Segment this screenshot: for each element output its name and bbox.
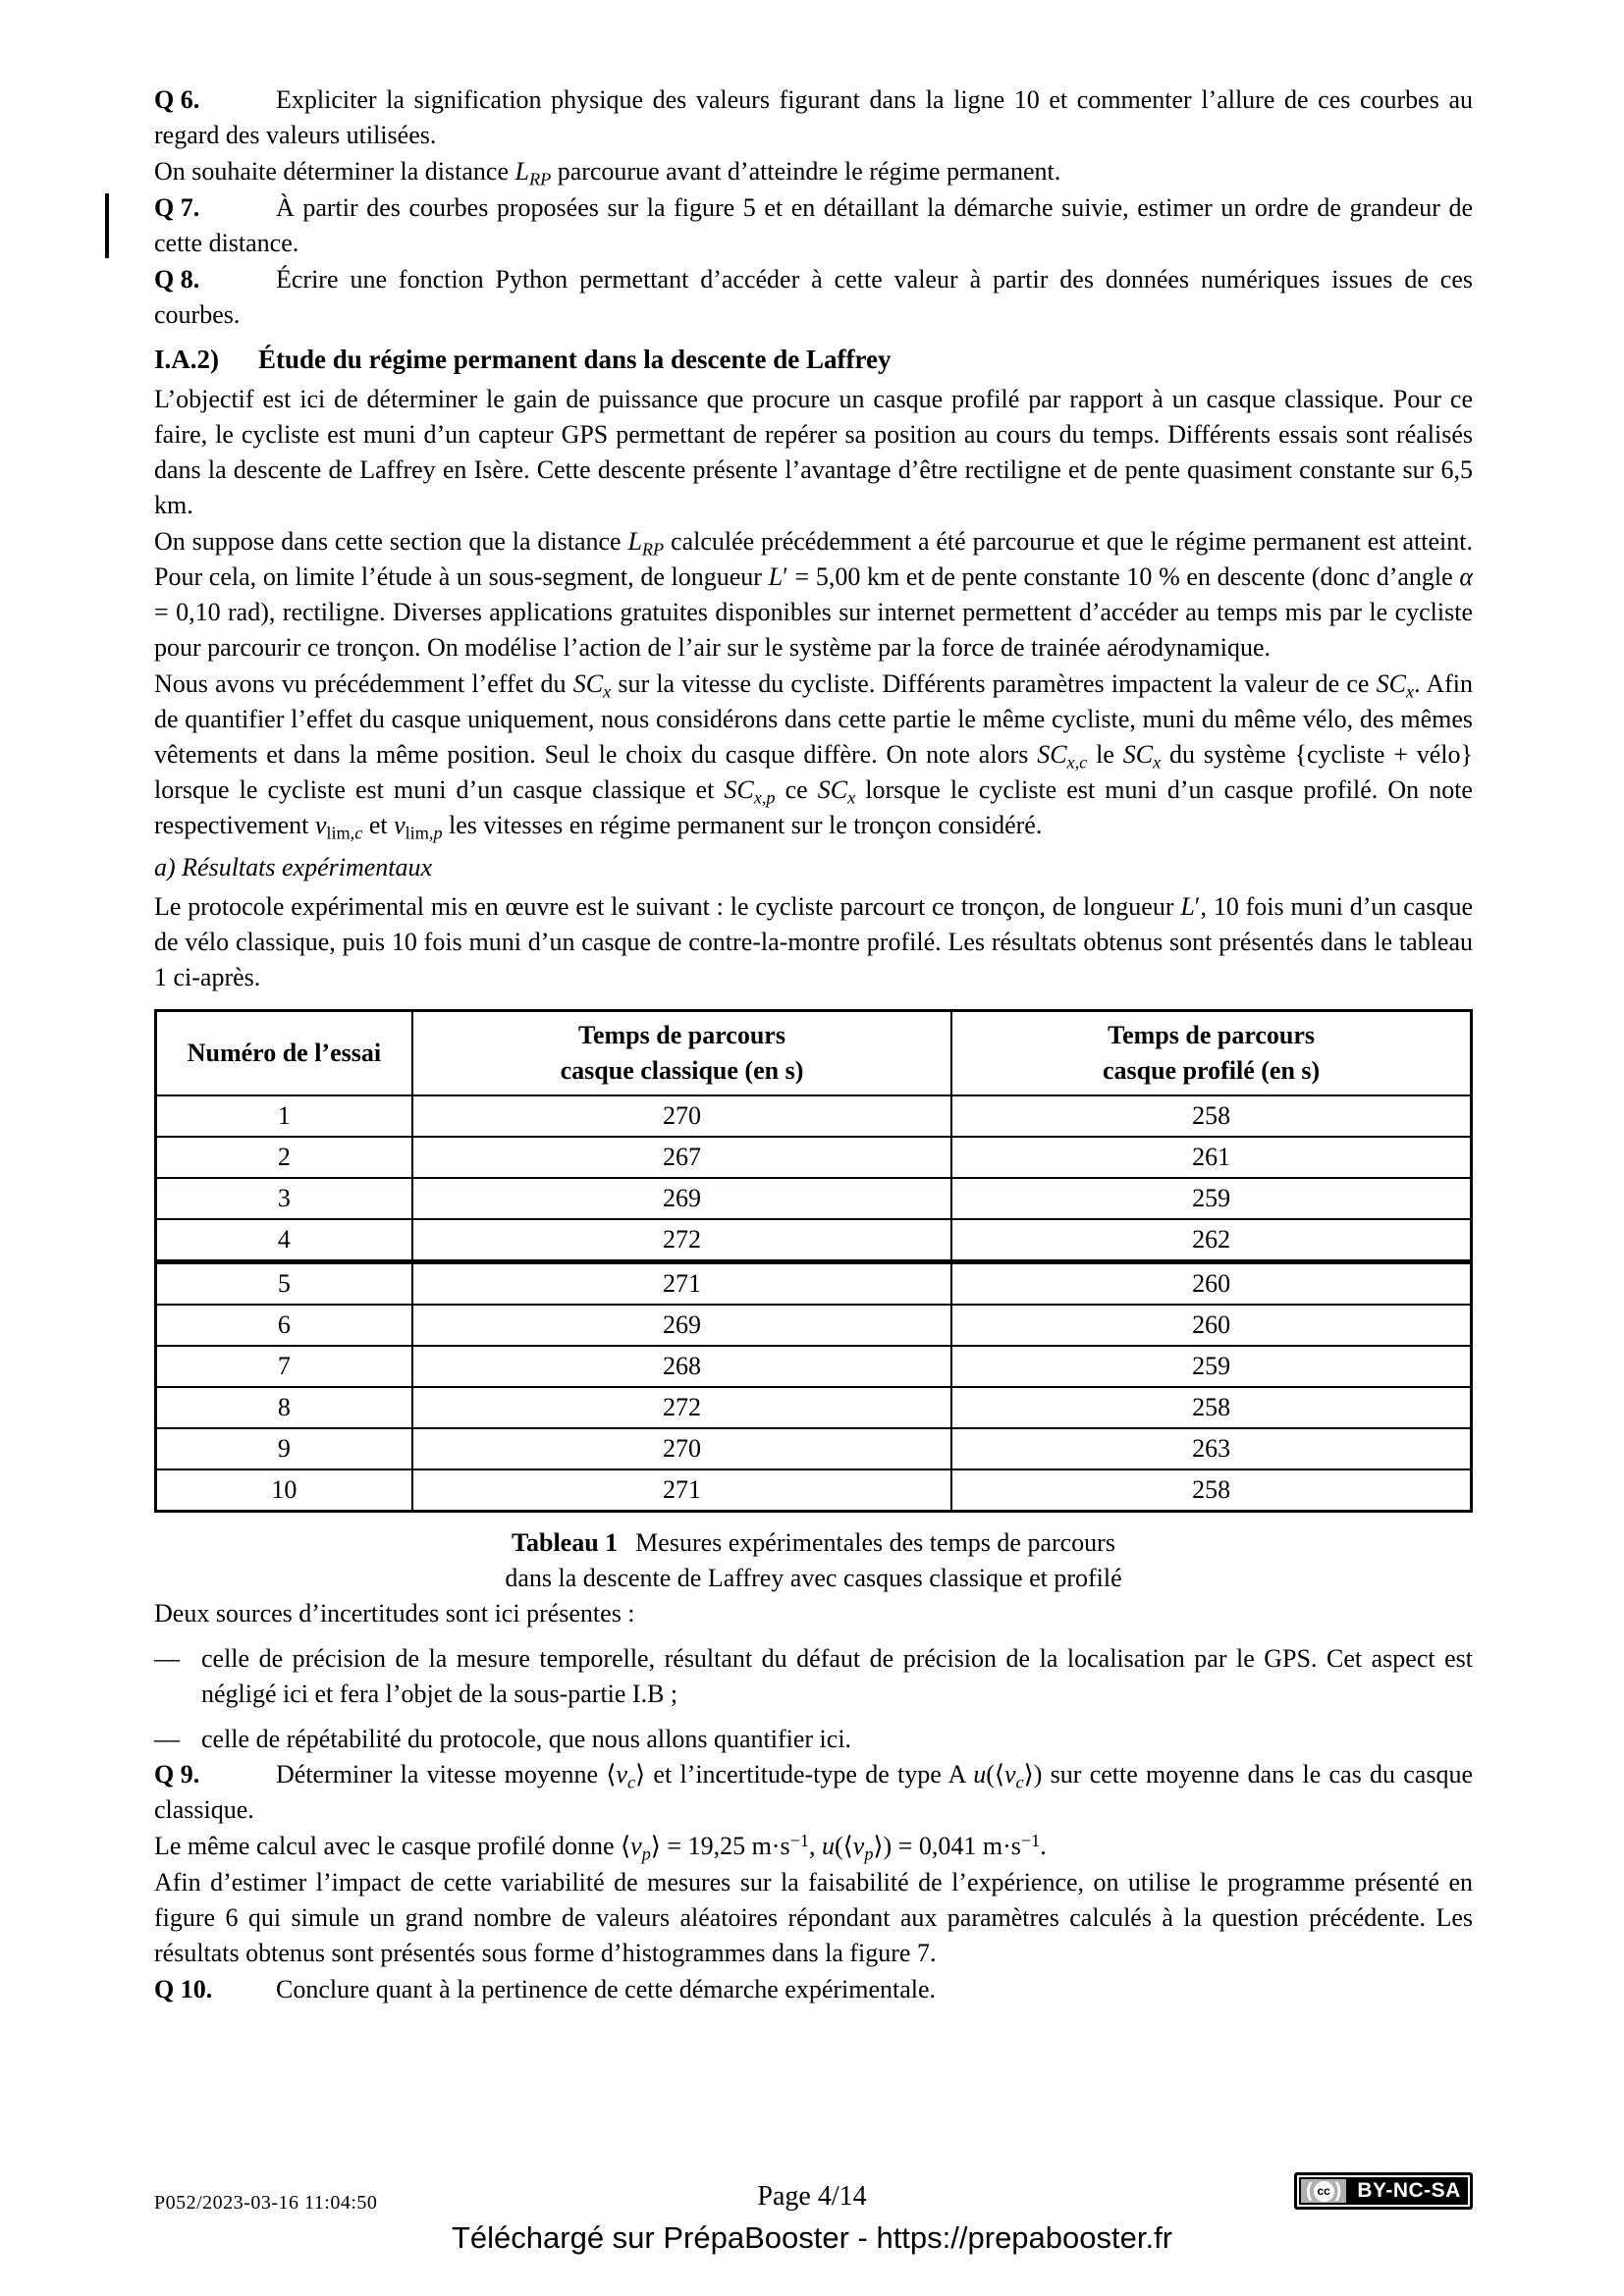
question-q7 [154, 190, 1473, 261]
table-cell-essai: 10 [156, 1469, 412, 1512]
table-cell-classique: 271 [412, 1262, 951, 1306]
table-cell-essai: 7 [156, 1346, 412, 1387]
question-label: Q 8. [154, 265, 200, 294]
results-table [154, 1009, 1473, 1513]
question-q6 [154, 82, 1473, 153]
dash-marker: — [154, 1725, 180, 1753]
paragraph-afin-estimer: Afin d’estimer l’impact de cette variabilité de mesures sur la faisabilité de l’expérience, on utilise le programme présenté en figure 6 qui simule un grand nombre de valeurs aléatoires répondant aux paramètres calculés à la question précédente. Les résultats obtenus sont présentés sous forme d’histogrammes dans la figure 7. [154, 1868, 1473, 1967]
table-cell-classique: 269 [412, 1178, 951, 1219]
cc-circle-icon: cc [1314, 2181, 1334, 2202]
table-caption-line1: Tableau 1 Mesures expérimentales des temps de parcours [512, 1528, 1115, 1557]
question-text: Écrire une fonction Python permettant d’accéder à cette valeur à partir des données numériques issues de ces courbes. [154, 265, 1473, 329]
question-text: Déterminer la vitesse moyenne $⟨v_c⟩$ et l’incertitude-type de type A $u(⟨v_c⟩)$ sur cette moyenne dans le cas du casque classique. [154, 1760, 1474, 1824]
table-cell-profile: 260 [951, 1305, 1471, 1346]
column-header-profile: Temps de parcours casque profilé (en s) [951, 1011, 1471, 1096]
paragraph-meme-calcul: Le même calcul avec le casque profilé donne $⟨v_p⟩ = 19,25$ $m\cdot s^{-1}$, $u(⟨v_p⟩) = 0,041$ $m\cdot s^{-1}$. [154, 1830, 1047, 1864]
table-cell-classique: 272 [412, 1219, 951, 1262]
table-caption [154, 1525, 1473, 1596]
table-row [156, 1346, 1472, 1387]
table-row [156, 1305, 1472, 1346]
paragraph-protocole: Le protocole expérimental mis en œuvre est le suivant : le cycliste parcourt ce tronçon, de longueur L′, 10 fois muni d’un casque de vélo classique, puis 10 fois muni d’un casque de contre-la-montre profilé. Les résultats obtenus sont présentés dans le tableau 1 ci-après. [154, 892, 1474, 991]
paragraph-deux-sources: Deux sources d’incertitudes sont ici présentes : [154, 1599, 635, 1628]
table-cell-classique: 268 [412, 1346, 951, 1387]
cc-logo [1301, 2179, 1346, 2203]
dash-marker: — [154, 1644, 180, 1673]
table-cell-classique: 270 [412, 1428, 951, 1469]
table-row [156, 1469, 1472, 1512]
table-row [156, 1219, 1472, 1262]
table-caption-line2: dans la descente de Laffrey avec casques classique et profilé [505, 1564, 1122, 1592]
table-cell-profile: 258 [951, 1387, 1471, 1428]
question-q9 [154, 1757, 1473, 1828]
table-row [156, 1387, 1472, 1428]
question-text: À partir des courbes proposées sur la figure 5 et en détaillant la démarche suivie, estimer un ordre de grandeur de cette distance. [154, 193, 1473, 257]
table-row [156, 1095, 1472, 1137]
cc-paren-left: ( [1306, 2180, 1313, 2202]
table-cell-classique: 271 [412, 1469, 951, 1512]
question-label: Q 10. [154, 1975, 213, 2003]
paragraph-nous-avons: Nous avons vu précédemment l’effet du $SC_x$ sur la vitesse du cycliste. Différents paramètres impactent la valeur de ce $SC_x$. Afin de quantifier l’effet du casque uniquement, nous considérons dans cette partie le même cycliste, muni du même vélo, des mêmes vêtements et dans la même position. Seul le choix du casque diffère. On note alors $SC_{x,c}$ le $SC_x$ du système {cycliste + vélo} lorsque le cycliste est muni d’un casque classique et $SC_{x,p}$ ce $SC_x$ lorsque le cycliste est muni d’un casque profilé. On note respectivement $v_{lim,c}$ et $v_{lim,p}$ les vitesses en régime permanent sur le tronçon considéré. [154, 669, 1473, 843]
table-cell-profile: 263 [951, 1428, 1471, 1469]
table-row [156, 1262, 1472, 1306]
results-table-header [156, 1011, 1472, 1096]
table-cell-profile: 259 [951, 1178, 1471, 1219]
question-label: Q 7. [154, 193, 200, 222]
table-cell-essai: 9 [156, 1428, 412, 1469]
table-cell-essai: 8 [156, 1387, 412, 1428]
footer-page-number: Page 4/14 [757, 2181, 867, 2212]
table-cell-profile: 259 [951, 1346, 1471, 1387]
table-row [156, 1428, 1472, 1469]
table-row [156, 1178, 1472, 1219]
table-cell-essai: 3 [156, 1178, 412, 1219]
table-cell-essai: 4 [156, 1219, 412, 1262]
table-cell-profile: 258 [951, 1095, 1471, 1137]
section-number: I.A.2) [154, 345, 219, 374]
table-cell-essai: 1 [156, 1095, 412, 1137]
table-row [156, 1137, 1472, 1178]
question-label: Q 6. [154, 85, 200, 114]
table-cell-classique: 267 [412, 1137, 951, 1178]
table-cell-essai: 5 [156, 1262, 412, 1306]
question-q8 [154, 262, 1473, 333]
paragraph-objectif: L’objectif est ici de déterminer le gain de puissance que procure un casque profilé par rapport à un casque classique. Pour ce faire, le cycliste est muni d’un capteur GPS permettant de repérer sa position au cours du temps. Différents essais sont réalisés dans la descente de Laffrey en Isère. Cette descente présente l’avantage d’être rectiligne et de pente quasiment constante sur 6,5 km. [154, 385, 1473, 519]
results-table-body [156, 1095, 1472, 1512]
table-cell-classique: 269 [412, 1305, 951, 1346]
section-heading [154, 342, 1473, 377]
table-cell-profile: 260 [951, 1262, 1471, 1306]
question-q10 [154, 1972, 1473, 2007]
table-cell-profile: 262 [951, 1219, 1471, 1262]
table-cell-classique: 270 [412, 1095, 951, 1137]
paragraph-on-suppose: On suppose dans cette section que la distance $L_{RP}$ calculée précédemment a été parcourue et que le régime permanent est atteint. Pour cela, on limite l’étude à un sous-segment, de longueur L′ = 5,00 km et de pente constante 10 % en descente (donc d’angle α = 0,10 rad), rectiligne. Diverses applications gratuites disponibles sur internet permettent d’accéder au temps mis par le cycliste pour parcourir ce tronçon. On modélise l’action de l’air sur le système par la force de trainée aérodynamique. [154, 527, 1473, 662]
table-caption-label: Tableau 1 [512, 1528, 619, 1557]
list-item-incertitude-2: — celle de répétabilité du protocole, que nous allons quantifier ici. [154, 1722, 1473, 1757]
paragraph-on-souhaite: On souhaite déterminer la distance $L_{RP}$ parcourue avant d’atteindre le régime permanent. [154, 157, 1061, 189]
document-body [154, 82, 1473, 2008]
cc-paren-right: ) [1334, 2180, 1342, 2202]
cc-license-badge [1294, 2172, 1473, 2210]
question-text: Conclure quant à la pertinence de cette démarche expérimentale. [276, 1975, 937, 2003]
cc-license-label: BY-NC-SA [1357, 2179, 1461, 2202]
table-cell-classique: 272 [412, 1387, 951, 1428]
footer-document-id: P052/2023-03-16 11:04:50 [154, 2192, 378, 2214]
subsection-heading: a) Résultats expérimentaux [154, 853, 433, 881]
revision-margin-bar [105, 193, 109, 258]
table-cell-profile: 258 [951, 1469, 1471, 1512]
section-title: Étude du régime permanent dans la descente de Laffrey [258, 345, 892, 374]
question-text: Expliciter la signification physique des valeurs figurant dans la ligne 10 et commenter l’allure de ces courbes au regard des valeurs utilisées. [154, 85, 1473, 149]
table-cell-essai: 6 [156, 1305, 412, 1346]
list-item-incertitude-1: — celle de précision de la mesure temporelle, résultant du défaut de précision de la localisation par le GPS. Cet aspect est négligé ici et fera l’objet de la sous-partie I.B ; [154, 1641, 1473, 1712]
column-header-essai: Numéro de l’essai [156, 1011, 412, 1096]
footer-download-notice: Téléchargé sur PrépaBooster - https://prepabooster.fr [451, 2220, 1173, 2255]
table-cell-essai: 2 [156, 1137, 412, 1178]
table-cell-profile: 261 [951, 1137, 1471, 1178]
question-label: Q 9. [154, 1760, 200, 1789]
column-header-classique: Temps de parcours casque classique (en s) [412, 1011, 951, 1096]
